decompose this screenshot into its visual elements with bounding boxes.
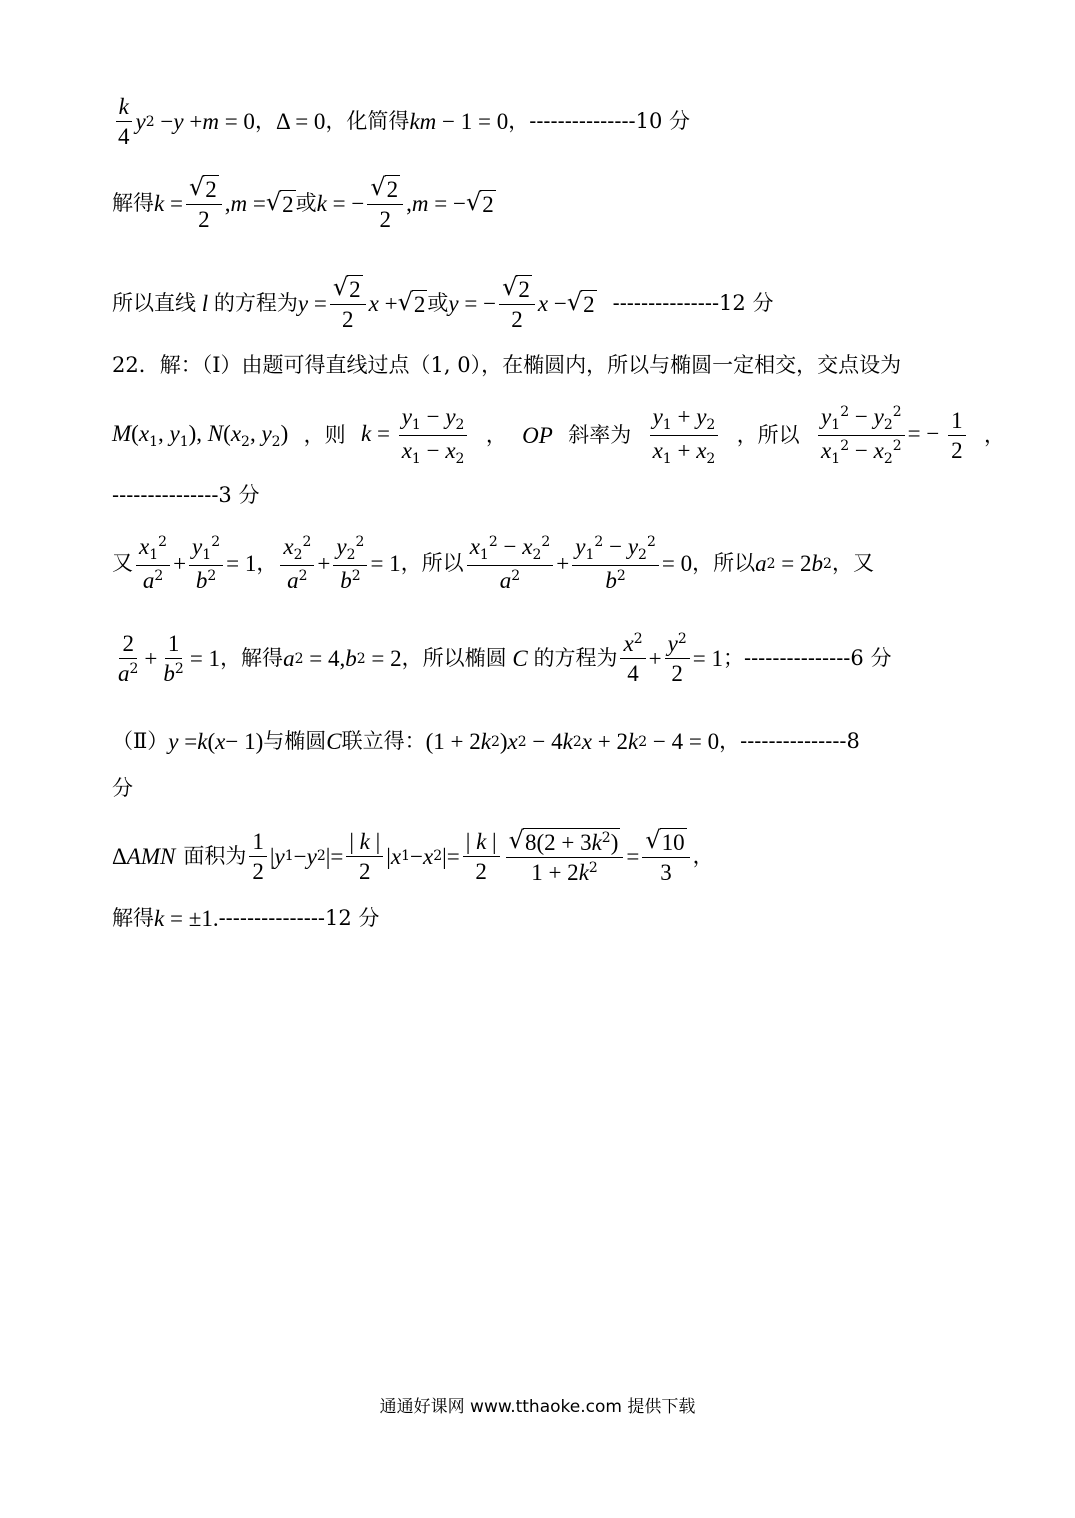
text: ，	[508, 109, 530, 133]
score-marker: ---------------6 分	[743, 646, 892, 670]
fraction: √ 10 3	[642, 828, 689, 884]
text: ，	[256, 551, 278, 576]
fraction: √ 2 2	[499, 275, 535, 331]
text: ，所以	[400, 551, 464, 576]
fraction: $\frac{1}{2}$	[249, 830, 267, 883]
text: ，	[692, 843, 714, 868]
text: ，	[485, 423, 507, 448]
text: 的方程为	[533, 646, 618, 670]
score-marker: ---------------12 分	[218, 906, 380, 930]
text: 解得	[112, 906, 154, 930]
equation-line-12: 解得 k = ±1. ---------------12 分	[112, 906, 380, 931]
fraction: $\frac{y^2}{2}$	[665, 632, 690, 685]
equation-line-3: 所以直线 l 的方程为 y = √ 2 2 x + √ 2 或 y = − √ 2 2 x − √ 2 ---------------12 分	[112, 273, 774, 332]
text: ，所以椭圆	[401, 646, 507, 670]
equation-line-1: $\frac{k}{4}$ y 2 − y + m = 0 ， Δ = 0 ，化简得 km − 1 = 0 ， ---------------10 分	[112, 95, 1005, 148]
fraction: $\frac{y_1^2}{b^2}$	[189, 535, 223, 592]
page-footer: 通通好课网 www.tthaoke.com 提供下载	[379, 1397, 696, 1417]
text: 或	[295, 190, 317, 215]
equation-line-9: （Ⅱ） y = k ( x − 1) 与椭圆 C 联立得： (1 + 2 k 2 ) x 2 − 4 k 2 x + 2 k 2 − 4 = 0 ， ---------------8	[112, 729, 860, 754]
text: 22．解：（Ⅰ）由题可得直线过点（1, 0），在椭圆内，所以与椭圆一定相交，交点设为	[112, 353, 902, 377]
text: ，又	[831, 551, 874, 576]
sqrt: √ 2	[265, 188, 294, 217]
text: ；	[722, 646, 744, 670]
sqrt: √ 2	[397, 288, 426, 317]
fraction: $\frac{y_1^2 - y_2^2}{x_1^2 - x_2^2}$	[818, 405, 905, 466]
text: ，	[983, 423, 1005, 448]
fraction: $\frac{| k |}{2}$	[346, 830, 383, 883]
fraction: $\frac{1}{2}$	[948, 409, 966, 462]
text: 又	[112, 551, 133, 576]
text: 斜率为	[568, 423, 632, 448]
text: ，所以	[736, 423, 800, 448]
fraction: $\frac{| k |}{2}$	[463, 830, 500, 883]
fraction: $\frac{x^2}{4}$	[620, 632, 645, 685]
text: ，则	[303, 423, 346, 448]
text: 的方程为	[213, 290, 298, 315]
score-marker: ---------------12 分	[612, 290, 774, 315]
fraction: $\frac{y_1^2 - y_2^2}{b^2}$	[572, 535, 659, 592]
equation-line-7: 又 $\frac{x_1^2}{a^2}$ + $\frac{y_1^2}{b^2}$ = 1 ， $\frac{x_2^2}{a^2}$ + $\frac{y_2^2}{b^2}$ = 1 ，所以 $\frac{x_1^2 - x_2^2}{a^2}$ + $\frac{y_1^2 - y_2^2}{b^2}$ = 0 ，所以 a 2 = 2 b 2 ，又	[112, 534, 874, 594]
score-marker: ---------------8	[740, 729, 860, 753]
text: ，	[719, 729, 741, 753]
equation-line-11: Δ AMN 面积为 $\frac{1}{2}$ | y 1 − y 2 |= $\frac{| k |}{2}$ | x 1 − x 2 |= $\frac{| k |}{2}$ √ $8(2 + 3k^2)$ $1 + 2k^2$ = √ 10 3 ，	[112, 826, 714, 885]
text: 分	[112, 776, 133, 800]
fraction: $\frac{x_2^2}{a^2}$	[280, 535, 314, 592]
score-marker: ---------------3 分	[112, 483, 260, 507]
text: ，	[254, 109, 276, 133]
text: ，所以	[692, 551, 756, 576]
equation-line-2: 解得 k = √ 2 2 , m = √ 2 或 k = − √ 2 2 , m = − √ 2	[112, 173, 494, 232]
fraction: $\frac{x_1^2}{a^2}$	[136, 535, 170, 592]
equation-line-5: $M(x_1$, $y_1$), $N(x_2$, $y_2$) ，则 k = $\frac{y_1 - y_2}{x_1 - x_2}$ ， OP 斜率为 $\frac{y_1 + y_2}{x_1 + x_2}$ ，所以 $\frac{y_1^2 - y_2^2}{x_1^2 - x_2^2}$ = − $\frac{1}{2}$ ，	[112, 404, 1005, 468]
problem-22-header	[112, 355, 1005, 376]
score-line-8-cont	[112, 778, 1005, 799]
text: ，解得	[220, 646, 284, 670]
sqrt: √ 2	[566, 288, 595, 317]
fraction: $\frac{y_2^2}{b^2}$	[333, 535, 367, 592]
text: （Ⅱ）	[112, 729, 169, 753]
sqrt: √ 2	[465, 188, 494, 217]
fraction-k-over-4: $\frac{k}{4}$	[115, 95, 133, 148]
fraction: $\frac{y_1 - y_2}{x_1 - x_2}$	[399, 405, 468, 466]
fraction: √ 2 2	[330, 275, 366, 331]
equation-line-8: $\frac{2}{a^2}$ + $\frac{1}{b^2}$ = 1 ，解得 a 2 = 4, b 2 = 2 ，所以椭圆 C 的方程为 $\frac{x^2}{4}$ + $\frac{y^2}{2}$ = 1 ； ---------------6 分	[112, 632, 1005, 685]
text: ，化简得	[325, 109, 410, 133]
fraction: √ 2 2	[367, 175, 403, 231]
text: 联立得：	[341, 729, 426, 753]
text: 面积为	[183, 843, 247, 868]
fraction: $\frac{1}{b^2}$	[163, 631, 184, 686]
text: 与椭圆	[263, 729, 327, 753]
text: 所以直线	[112, 290, 196, 315]
score-line-3	[112, 485, 1005, 506]
fraction: $\frac{2}{a^2}$	[118, 631, 139, 686]
fraction: $\frac{x_1^2 - x_2^2}{a^2}$	[467, 535, 554, 592]
fraction: $\frac{y_1 + y_2}{x_1 + x_2}$	[650, 405, 719, 466]
fraction: √ 2 2	[186, 175, 222, 231]
text: 解得	[112, 190, 154, 215]
fraction: √ $8(2 + 3k^2)$ $1 + 2k^2$	[506, 828, 624, 884]
text: 或	[427, 290, 449, 315]
score-marker: ---------------10 分	[529, 109, 691, 133]
